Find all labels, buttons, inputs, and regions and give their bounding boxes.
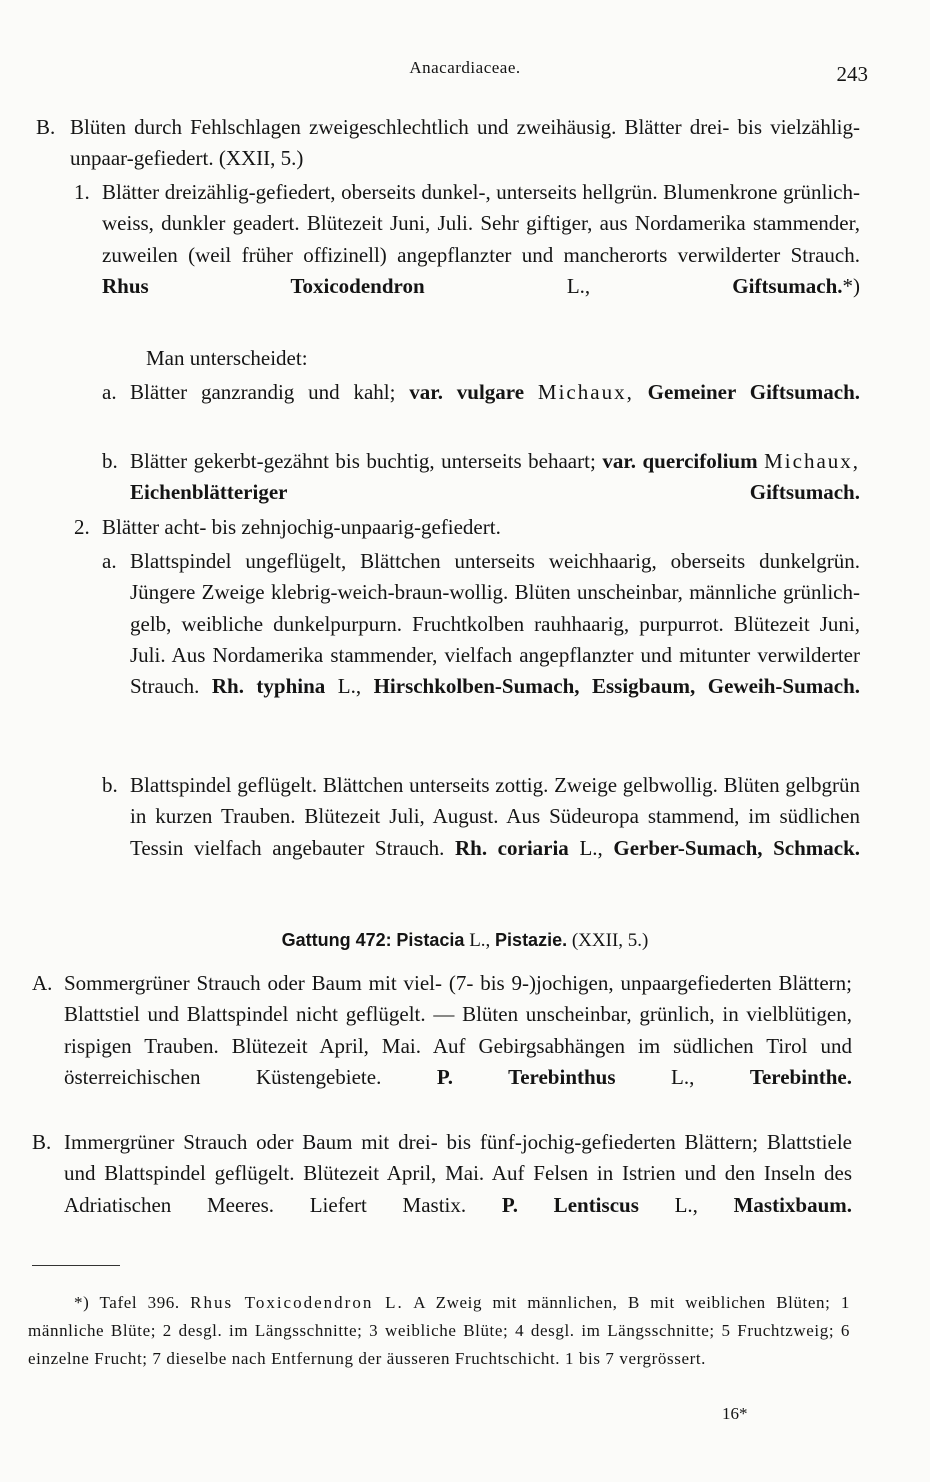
genus-label: Gattung 472: — [281, 930, 392, 950]
footnote-marker: *) — [74, 1293, 90, 1312]
variety-a — [102, 377, 861, 408]
item-text: Blätter acht- bis zehnjochig-unpaarig-gefiedert. — [102, 515, 501, 539]
genus-heading — [0, 930, 930, 952]
item-marker: B. — [32, 1130, 52, 1154]
signature-mark: 16* — [722, 1404, 748, 1423]
key-item-pistacia-b — [32, 1127, 853, 1221]
footnote-species: Rhus Toxicodendron L. — [190, 1293, 404, 1312]
item-text: Blätter ganzrandig und kahl; — [130, 380, 396, 404]
item-marker: 1. — [74, 180, 90, 204]
latin-name: P. Lentiscus — [501, 1192, 639, 1217]
common-name: Hirschkolben-Sumach, Essigbaum, Geweih-Sumach. — [373, 674, 860, 699]
key-item-2b — [102, 770, 861, 864]
item-text: Sommergrüner Strauch oder Baum mit viel- (7- bis 9-)jochigen, unpaargefiederten Blättern; Blattstiel und Blattspindel nicht geflügelt. — Blüten unscheinbar, grünlich, in vielblütigen, rispigen Trauben. Blütezeit April, Mai. Auf Gebirgsabhängen im südlichen Tirol und österreichischen Küstengebiete. — [64, 971, 852, 1089]
authority: L., — [337, 674, 362, 699]
varieties-intro: Man unterscheidet: — [146, 346, 308, 370]
item-text: Blattspindel ungeflügelt, Blättchen unterseits weichhaarig, oberseits dunkelgrün. Jüngere Zweige klebrig-weich-braun-wollig. Blüten unscheinbar, männliche grünlich-gelb, weibliche dunkelpurpurn. Fruchtkolben rauhhaarig, purpurrot. Blütezeit Juni, Juli. Aus Nordamerika stammender, vielfach angepflanzter und mitunter verwilderter Strauch. — [130, 549, 860, 699]
variety-b — [102, 446, 861, 509]
common-name: Gemeiner Giftsumach. — [647, 380, 861, 404]
item-text: Immergrüner Strauch oder Baum mit drei- bis fünf-jochig-gefiederten Blättern; Blattstiele und Blattspindel geflügelt. Blütezeit April, Mai. Auf Felsen in Istrien und den Inseln des Adriatischen Meeres. Liefert Mastix. — [64, 1130, 852, 1217]
authority: L., — [671, 1064, 695, 1089]
authority: Michaux, — [537, 380, 634, 404]
item-marker: b. — [102, 449, 118, 473]
key-item-b — [36, 112, 860, 175]
item-marker: a. — [102, 380, 117, 404]
footnote-plate: Tafel 396. — [99, 1293, 180, 1312]
common-name: Terebinthe. — [749, 1064, 852, 1089]
item-marker: a. — [102, 549, 117, 573]
key-item-2 — [74, 512, 860, 543]
running-head: Anacardiaceae. — [409, 58, 521, 77]
common-name: Mastixbaum. — [733, 1192, 853, 1217]
latin-name: Rh. typhina — [211, 674, 326, 699]
item-marker: 2. — [74, 515, 90, 539]
genus-common-name: Pistazie. — [495, 930, 568, 950]
var-name: vulgare — [456, 380, 525, 404]
footnote-ref: *) — [842, 273, 861, 298]
authority: L., — [579, 835, 603, 860]
authority: Michaux, — [764, 449, 861, 473]
var-name: quercifolium — [642, 449, 758, 473]
key-item-1 — [74, 177, 861, 302]
authority: L., — [566, 273, 591, 298]
footnote-rule — [32, 1265, 120, 1266]
latin-name: Rhus Toxicodendron — [102, 273, 425, 298]
item-marker: A. — [32, 971, 53, 995]
footnote-text: A Zweig mit männlichen, B mit weiblichen Blüten; 1 männliche Blüte; 2 desgl. im Längsschnitte; 3 weibliche Blüte; 4 desgl. im Längsschnitte; 5 Fruchtzweig; 6 einzelne Frucht; 7 dieselbe nach Entfernung der äusseren Fruchtschicht. 1 bis 7 vergrössert. — [28, 1293, 850, 1368]
item-marker: b. — [102, 773, 118, 797]
item-text: Blätter gekerbt-gezähnt bis buchtig, unterseits behaart; — [130, 449, 596, 473]
genus-name: Pistacia — [396, 930, 465, 950]
latin-name: Rh. coriaria — [454, 835, 569, 860]
common-name: Gerber-Sumach, Schmack. — [613, 835, 861, 860]
item-text: Blätter dreizählig-gefiedert, oberseits dunkel-, unterseits hellgrün. Blumenkrone grünlich-weiss, dunkler geadert. Blütezeit Juni, Juli. Sehr giftiger, aus Nordamerika stammender, zuweilen (weil früher offizinell) angepflanzter und mancherorts verwilderter Strauch. — [102, 180, 860, 267]
common-name: Eichenblätteriger Giftsumach. — [130, 480, 860, 505]
authority: L., — [674, 1192, 698, 1217]
footnote — [28, 1289, 850, 1373]
page-number: 243 — [836, 62, 868, 86]
var-label: var. — [602, 449, 636, 473]
var-label: var. — [409, 380, 443, 404]
authority: L., — [469, 930, 491, 951]
common-name: Giftsumach. — [732, 273, 843, 298]
key-item-pistacia-a — [32, 968, 852, 1093]
item-text: Blüten durch Fehlschlagen zweigeschlechtlich und zweihäusig. Blätter drei- bis vielzählig-unpaar-gefiedert. (XXII, 5.) — [70, 115, 860, 171]
item-marker: B. — [36, 115, 56, 139]
key-item-2a — [102, 546, 860, 702]
linnaean-class: (XXII, 5.) — [571, 930, 649, 951]
item-text: Blattspindel geflügelt. Blättchen unterseits zottig. Zweige gelbwollig. Blüten gelbgrün in kurzen Trauben. Blütezeit Juli, August. Aus Südeuropa stammend, im südlichen Tessin vielfach angebauter Strauch. — [130, 773, 860, 860]
latin-name: P. Terebinthus — [436, 1064, 616, 1089]
